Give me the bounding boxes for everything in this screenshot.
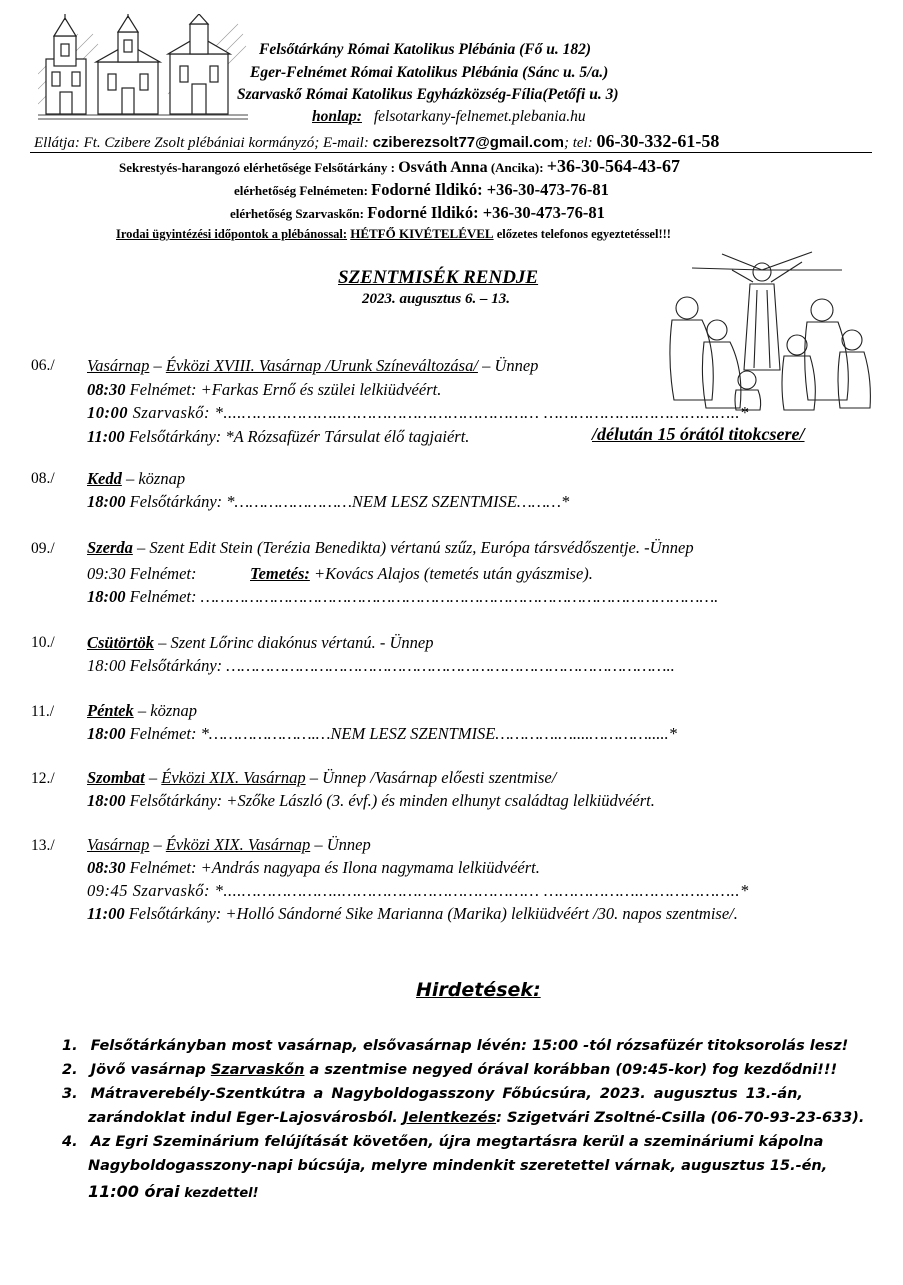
feast-rank: – Ünnep	[310, 835, 371, 854]
mass-text: Felsőtárkány: +Holló Sándorné Sike Marianna (Marika) lelkiüdvéért /30. napos szentmise/.	[124, 904, 738, 923]
mass-entry	[87, 881, 749, 901]
day-number: 09./	[31, 540, 55, 557]
feast-rank: – köznap	[121, 469, 186, 488]
office-hours-tail: előzetes telefonos egyeztetéssel!!!	[496, 227, 671, 241]
day-name: Szombat	[87, 768, 145, 787]
day-heading	[87, 633, 434, 653]
mass-text: Felsőtárkány: *A Rózsafüzér Társulat élő tagjaiért.	[124, 427, 470, 446]
announcement-item-cont: 11:00 órai kezdettel!	[88, 1182, 259, 1201]
mass-time: 18:00	[87, 492, 126, 511]
day-heading	[87, 768, 556, 788]
day-name: Péntek	[87, 701, 134, 720]
feast-rank: – köznap	[133, 701, 197, 720]
mass-text: Szarvaskő: *....………………..………………………………… ……………….………………..*	[128, 403, 749, 422]
funeral-text: +Kovács Alajos (temetés után gyászmise).	[309, 564, 593, 583]
mass-entry	[87, 858, 540, 878]
item-text: Jövő vasárnap Szarvaskőn a szentmise negyed órával korábban (09:45-kor) fog kezdődni!!!	[90, 1062, 838, 1078]
day-number: 11./	[31, 703, 55, 720]
mass-text: Felsőtárkány: ………………………………………………………………………………..	[125, 656, 675, 675]
parish-name-2: Eger-Felnémet Római Katolikus Plébánia (Sánc u. 5/a.)	[250, 64, 609, 81]
homepage-url[interactable]: felsotarkany-felnemet.plebania.hu	[373, 108, 586, 125]
felnemet-contact: Fodorné Ildikó: +36-30-473-76-81	[371, 180, 609, 199]
item-number: 1.	[62, 1038, 78, 1054]
mass-entry	[87, 724, 677, 744]
contact-felnemet	[234, 180, 609, 200]
feast-rank: – Ünnep	[477, 356, 539, 375]
mass-text: Felnémet: +Farkas Ernő és szülei lelkiüdvéért.	[125, 380, 442, 399]
sacristan-nickname: (Ancika):	[490, 160, 544, 175]
mass-text: Felnémet: +András nagyapa és Ilona nagymama lelkiüdvéért.	[125, 858, 540, 877]
feast-name: Évközi XVIII. Vasárnap /Urunk Színeváltozása/	[165, 356, 478, 375]
schedule-title: SZENTMISÉK RENDJE	[338, 267, 539, 288]
mass-text: Felnémet: …………………………………………………………………………………………….	[125, 587, 719, 606]
mass-time: 18:00	[87, 724, 126, 743]
item-text: Felsőtárkányban most vasárnap, elsővasárnap lévén: 15:00 -tól rózsafüzér titoksorolás lesz!	[90, 1038, 849, 1054]
item-number: 2.	[62, 1062, 78, 1078]
mass-entry	[87, 904, 738, 924]
homepage-label: honlap:	[312, 108, 362, 125]
mass-text: Felsőtárkány: +Szőke László (3. évf.) és minden elhunyt családtag lelkiüdvéért.	[125, 791, 655, 810]
announcement-item	[62, 1038, 848, 1054]
mass-time: 18:00	[87, 656, 126, 675]
mass-entry	[87, 791, 655, 811]
day-number: 13./	[31, 837, 55, 854]
email-link[interactable]: cziberezsolt77@gmail.com	[372, 134, 564, 151]
schedule-dates: 2023. augusztus 6. – 13.	[362, 291, 510, 307]
announcement-item	[62, 1086, 803, 1102]
transfiguration-illustration	[662, 250, 874, 412]
day-number: 10./	[31, 634, 55, 651]
mass-text: Felnémet: *………………….…NEM LESZ SZENTMISE………….…....………….....*	[125, 724, 677, 743]
item-number: 4.	[62, 1134, 78, 1150]
sacristan-name: Osváth Anna	[398, 159, 488, 176]
day-number: 06./	[31, 357, 55, 374]
heading-sep: –	[144, 768, 162, 787]
mass-entry	[87, 656, 675, 676]
mass-text: Felsőtárkány: *……………………NEM LESZ SZENTMISE………*	[125, 492, 570, 511]
day-name: Vasárnap	[87, 835, 150, 854]
sacristan-label: Sekrestyés-harangozó elérhetősége Felsőtárkány :	[119, 160, 395, 175]
mass-time: 08:30	[87, 380, 126, 399]
felnemet-label: elérhetőség Felnémeten:	[234, 183, 368, 198]
day-name: Csütörtök	[87, 633, 154, 652]
day-heading	[87, 469, 185, 489]
feast-rank: – Ünnep /Vasárnap előesti szentmise/	[305, 768, 557, 787]
heading-sep: –	[149, 356, 166, 375]
mass-time: 11:00	[87, 427, 125, 446]
day-heading	[87, 701, 197, 721]
mass-time: 08:30	[87, 858, 126, 877]
parish-name-3: Szarvaskő Római Katolikus Egyházközség-Fília(Petőfi u. 3)	[237, 86, 619, 103]
day-number: 08./	[31, 470, 55, 487]
office-hours-label: Irodai ügyintézési időpontok a plébánossal:	[116, 227, 348, 241]
mass-text: Felnémet:	[125, 564, 197, 583]
day-name: Vasárnap	[87, 356, 150, 375]
day-name: Szerda	[87, 538, 133, 557]
day-number: 12./	[31, 770, 55, 787]
mass-time: 18:00	[87, 791, 126, 810]
szarvasko-contact: Fodorné Ildikó: +36-30-473-76-81	[367, 203, 605, 222]
feast-rank: – Szent Lőrinc diakónus vértanú. - Ünnep	[153, 633, 434, 652]
day-heading	[87, 538, 694, 558]
header-divider	[30, 152, 872, 153]
phone-number: 06-30-332-61-58	[596, 131, 720, 151]
mass-text: Szarvaskő: *....………………..………………………………… ……………….………………..*	[128, 881, 749, 900]
church-illustration	[38, 14, 248, 124]
mass-entry	[87, 427, 469, 447]
heading-sep: –	[149, 835, 166, 854]
day-name: Kedd	[87, 469, 122, 488]
mass-entry	[87, 403, 749, 423]
contact-prefix: Ellátja: Ft. Czibere Zsolt plébániai kormányzó; E-mail:	[34, 135, 369, 151]
mass-entry	[87, 380, 441, 400]
feast-rank: – Szent Edit Stein (Terézia Benedikta) vértanú szűz, Európa társvédőszentje. -Ünnep	[132, 538, 694, 557]
tel-label: ; tel:	[563, 135, 593, 151]
szarvasko-label: elérhetőség Szarvaskőn:	[230, 206, 364, 221]
mass-time: 09:45	[87, 881, 128, 900]
sacristan-phone: +36-30-564-43-67	[546, 156, 681, 176]
item-text: Az Egri Szeminárium felújítását követően, újra megtartásra kerül a szemináriumi kápolna	[90, 1134, 824, 1150]
mass-entry	[87, 492, 569, 512]
day-heading	[87, 356, 538, 376]
contact-sacristan	[119, 156, 680, 177]
mass-time: 18:00	[87, 587, 126, 606]
mass-entry	[87, 564, 197, 584]
announcements-title: Hirdetések:	[416, 979, 541, 1001]
item-text: Mátraverebély-Szentkútra a Nagyboldogasszony Főbúcsúra, 2023. augusztus 13.-án,	[90, 1086, 803, 1102]
mass-time: 10:00	[87, 403, 128, 422]
funeral-entry	[250, 564, 593, 584]
rosary-note: /délután 15 órától titokcsere/	[592, 424, 805, 444]
parish-name-1: Felsőtárkány Római Katolikus Plébánia (Fő u. 182)	[259, 41, 591, 58]
mass-entry	[87, 587, 718, 607]
announcement-item-cont: zarándoklat indul Eger-Lajosvárosból. Jelentkezés: Szigetvári Zsoltné-Csilla (06-70-93-23-633).	[88, 1110, 865, 1126]
day-heading	[87, 835, 371, 855]
contact-line	[34, 131, 719, 152]
mass-time: 11:00	[87, 904, 125, 923]
office-hours-exception: HÉTFŐ KIVÉTELÉVEL	[350, 226, 494, 241]
feast-name: Évközi XIX. Vasárnap	[161, 768, 306, 787]
homepage-line	[312, 108, 586, 126]
announcement-item	[62, 1134, 823, 1150]
item-number: 3.	[62, 1086, 78, 1102]
mass-time: 09:30	[87, 564, 126, 583]
funeral-label: Temetés:	[250, 564, 310, 583]
announcement-item-cont: Nagyboldogasszony-napi búcsúja, melyre mindenkit szeretettel várnak, augusztus 15.-én,	[88, 1158, 828, 1174]
office-hours-note	[116, 226, 671, 242]
announcement-item	[62, 1062, 837, 1078]
feast-name: Évközi XIX. Vasárnap	[165, 835, 311, 854]
contact-szarvasko	[230, 203, 605, 223]
